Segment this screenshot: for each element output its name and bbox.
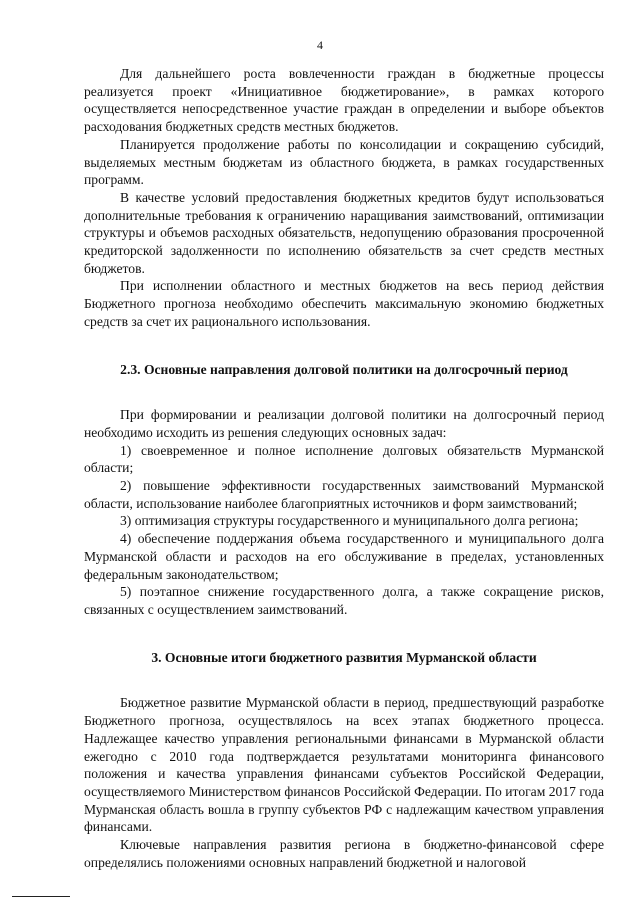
paragraph-subsidies: Планируется продолжение работы по консолидации и сокращению субсидий, выделяемых местным бюджетам из областного бюджета, в рамках государственных программ. xyxy=(84,136,604,188)
paragraph-budget-credits: В качестве условий предоставления бюджетных кредитов будут использоваться дополнительные требования к ограничению наращивания заимствований, оптимизации структуры и объемов расходных обязательств, недопущению образования просроченной кредиторской задолженности по исполнению обязательств за счет средств местных бюджетов. xyxy=(84,189,604,276)
paragraph-key-directions: Ключевые направления развития региона в бюджетно-финансовой сфере определялись положениями основных направлений бюджетной и налоговой xyxy=(84,837,604,870)
debt-task-4: 4) обеспечение поддержания объема государственного и муниципального долга Мурманской области и расходов на его обслуживание в пределах, установленных федеральным законодательством; xyxy=(84,531,604,582)
page-number: 4 xyxy=(317,38,323,52)
paragraph-budget-development: Бюджетное развитие Мурманской области в период, предшествующий разработке Бюджетного прогноза, осуществлялось на всех этапах бюджетного процесса. Надлежащее качество управления региональными финансами в Мурманской области ежегодно с 2010 года подтверждается результатами мониторинга финансового положения и качества управления финансами субъектов Российской Федерации, осуществляемого Министерством финансов Российской Федерации. По итогам 2017 года Мурманская область вошла в группу субъектов РФ с надлежащим качеством управления финансами. xyxy=(84,695,604,835)
debt-task-3: 3) оптимизация структуры государственного и муниципального долга региона; xyxy=(120,513,579,529)
section-heading-3: 3. Основные итоги бюджетного развития Мурманской области xyxy=(151,649,537,665)
section-heading-2-3: 2.3. Основные направления долговой политики на долгосрочный период xyxy=(120,361,568,377)
debt-task-5: 5) поэтапное снижение государственного долга, а также сокращение рисков, связанных с осуществлением заимствований. xyxy=(84,584,604,617)
document-body xyxy=(84,65,604,871)
debt-task-1: 1) своевременное и полное исполнение долговых обязательств Мурманской области; xyxy=(84,442,604,476)
paragraph-debt-intro: При формировании и реализации долговой политики на долгосрочный период необходимо исходить из решения следующих основных задач: xyxy=(84,407,604,440)
debt-task-2: 2) повышение эффективности государственных заимствований Мурманской области, использование наиболее благоприятных источников и форм заимствований; xyxy=(84,478,604,511)
paragraph-budget-economy: При исполнении областного и местных бюджетов на весь период действия Бюджетного прогноза необходимо обеспечить максимальную экономию бюджетных средств за счет их рационального использования. xyxy=(84,278,604,329)
paragraph-initiative-budgeting: Для дальнейшего роста вовлеченности граждан в бюджетные процессы реализуется проект «Инициативное бюджетирование», в рамках которого осуществляется непосредственное участие граждан в определении и выборе объектов расходования бюджетных средств местных бюджетов. xyxy=(84,66,604,135)
scan-artifact-line xyxy=(12,896,70,897)
